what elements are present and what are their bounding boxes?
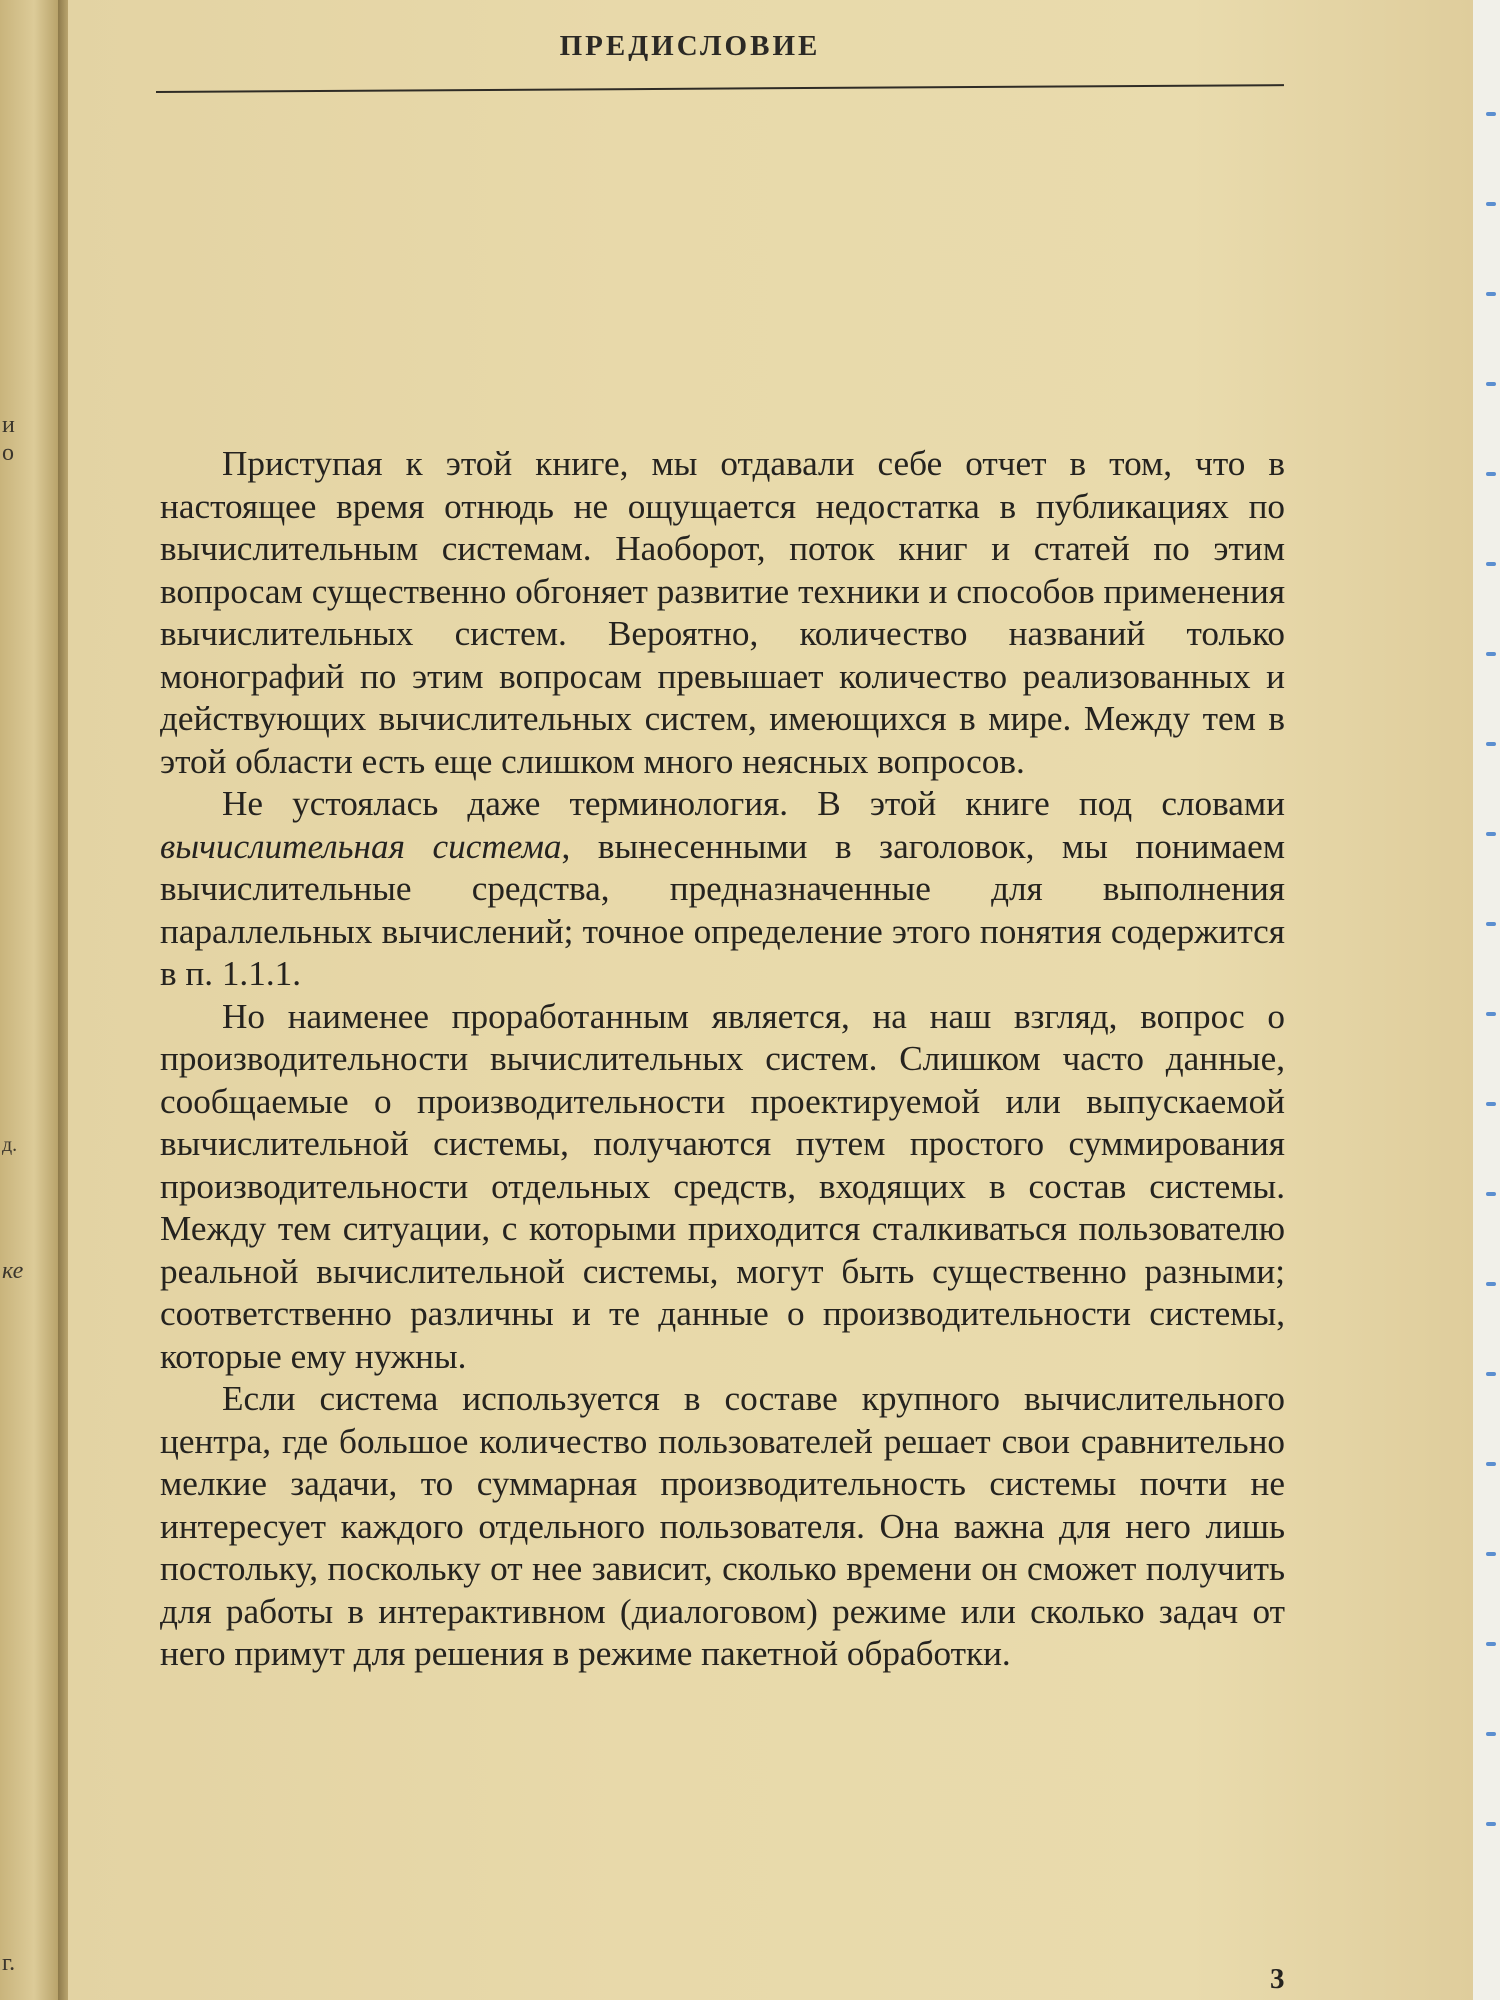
ruling-mark (1486, 1642, 1496, 1646)
ruling-mark (1486, 1552, 1496, 1556)
italic-term: вычислительная система (160, 826, 562, 866)
margin-fragment: г. (2, 1950, 16, 1976)
ruling-mark (1486, 562, 1496, 566)
paragraph (160, 783, 1285, 996)
previous-page-edge (0, 0, 62, 2000)
ruling-mark (1486, 1462, 1496, 1466)
ruling-mark (1486, 652, 1496, 656)
ruling-mark (1486, 1192, 1496, 1196)
ruling-mark (1486, 1372, 1496, 1376)
margin-fragment: ке (2, 1258, 24, 1284)
ruling-mark (1486, 1732, 1496, 1736)
notebook-paper-edge (1473, 0, 1500, 2000)
margin-fragment: д. (2, 1134, 18, 1156)
body-text (160, 443, 1285, 1676)
ruling-mark (1486, 1102, 1496, 1106)
ruling-mark (1486, 742, 1496, 746)
margin-fragment: и (2, 412, 15, 438)
section-title: ПРЕДИСЛОВИЕ (559, 30, 821, 62)
paragraph-text: , вынесенными в заголовок, мы понимаем вычислительные средства, предназначенные для выполнения параллельных вычислений; точное определение этого понятия содержится в п. 1.1.1. (160, 826, 1285, 993)
ruling-mark (1486, 202, 1496, 206)
paragraph: Приступая к этой книге, мы отдавали себе отчет в том, что в настоящее время отнюдь не ощущается недостатка в публикациях по вычислительным системам. Наоборот, поток книг и статей по этим вопросам существенно обгоняет развитие техники и способов применения вычислительных систем. Вероятно, количество названий только монографий по этим вопросам превышает количество реализованных и действующих вычислительных систем, имеющихся в мире. Между тем в этой области есть еще слишком много неясных вопросов. (160, 444, 1285, 781)
margin-fragment: о (2, 440, 14, 466)
ruling-mark (1486, 1012, 1496, 1016)
ruling-mark (1486, 832, 1496, 836)
page-number: 3 (1270, 1963, 1285, 1995)
ruling-mark (1486, 1822, 1496, 1826)
ruling-mark (1486, 1282, 1496, 1286)
ruling-mark (1486, 922, 1496, 926)
paragraph: Но наименее проработанным является, на наш взгляд, вопрос о производительности вычислительных систем. Слишком часто данные, сообщаемые о производительности проектируемой или выпускаемой вычислительной системы, получаются путем простого суммирования производительности отдельных средств, входящих в состав системы. Между тем ситуации, с которыми приходится сталкиваться пользователю реальной вычислительной системы, могут быть существенно разными; соответственно различны и те данные о производительности системы, которые ему нужны. (160, 996, 1285, 1376)
paragraph-text: Не устоялась даже терминология. В этой книге под словами (222, 784, 1285, 823)
ruling-mark (1486, 112, 1496, 116)
ruling-mark (1486, 382, 1496, 386)
ruling-mark (1486, 292, 1496, 296)
paragraph: Если система используется в составе крупного вычислительного центра, где большое количество пользователей решает свои сравнительно мелкие задачи, то суммарная производительность системы почти не интересует каждого отдельного пользователя. Она важна для него лишь постольку, поскольку от нее зависит, сколько времени он сможет получить для работы в интерактивном (диалоговом) режиме или сколько задач от него примут для решения в режиме пакетной обработки. (160, 1379, 1285, 1673)
ruling-mark (1486, 472, 1496, 476)
